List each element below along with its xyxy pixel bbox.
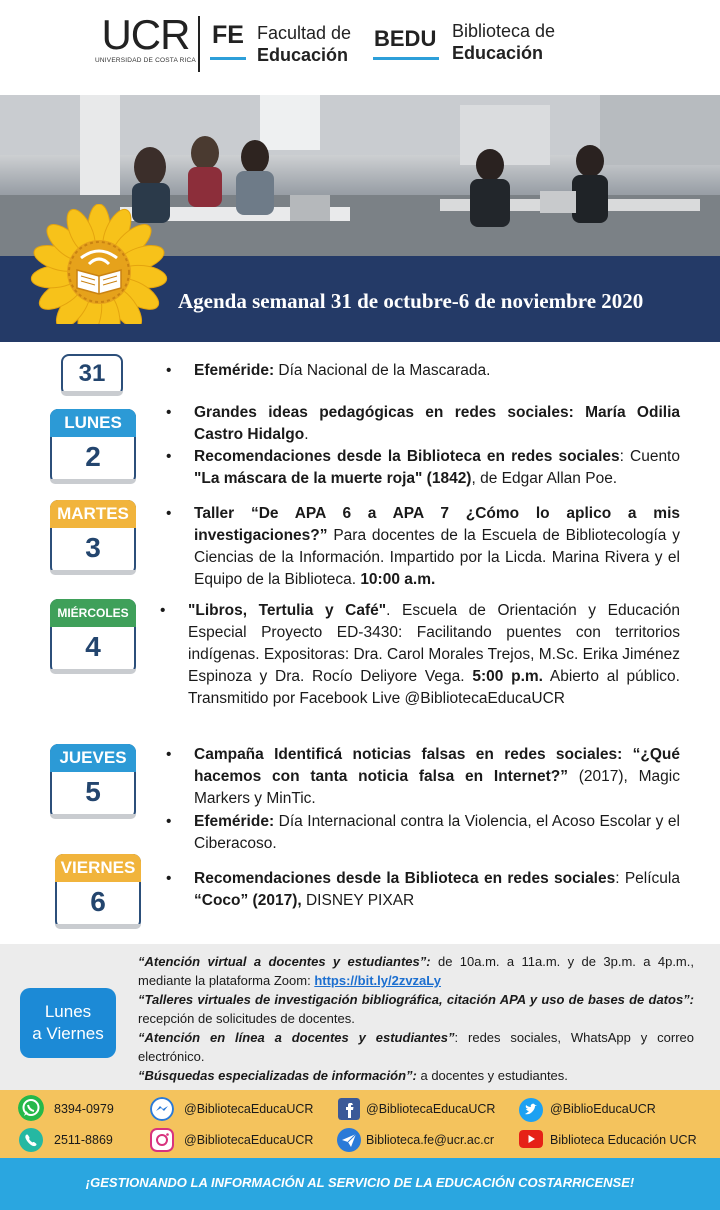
agenda-title: Agenda semanal 31 de octubre-6 de noviembre 2020 xyxy=(178,289,644,313)
youtube-icon xyxy=(519,1130,543,1148)
schedule-item-talleres xyxy=(138,990,694,1028)
biblioteca-name xyxy=(452,20,555,64)
whatsapp-number[interactable]: 8394-0979 xyxy=(54,1102,114,1116)
bedu-underline xyxy=(373,57,439,60)
facebook-icon xyxy=(338,1098,360,1120)
item-label: Efeméride: xyxy=(194,813,275,830)
ucr-logo-subtitle: UNIVERSIDAD DE COSTA RICA xyxy=(95,57,196,64)
calendar-day-number: 3 xyxy=(85,532,101,563)
item-label: Efeméride: xyxy=(194,362,275,379)
calendar-day-number: 4 xyxy=(85,631,101,662)
biblioteca-line1: Biblioteca de xyxy=(452,21,556,41)
item-text: Día Nacional de la Mascarada. xyxy=(274,362,491,379)
agenda-item-31-1 xyxy=(194,360,680,382)
calendar-bottom-edge xyxy=(55,924,141,929)
calendar-day-label: MARTES xyxy=(50,500,136,528)
item-label: Recomendaciones desde la Biblioteca en redes sociales xyxy=(194,448,620,465)
fe-logo-text: FE xyxy=(212,21,244,49)
schedule-label: “Atención virtual a docentes y estudiantes”: xyxy=(138,954,431,969)
schedule-label: “Búsquedas especializadas de información”: xyxy=(138,1068,417,1083)
phone-number[interactable]: 2511-8869 xyxy=(54,1133,113,1147)
agenda-item-6-1 xyxy=(194,868,680,912)
calendar-bottom-edge xyxy=(61,391,123,396)
schedule-item-online xyxy=(138,1028,694,1066)
item-title: “Coco” (2017), xyxy=(194,892,302,909)
facultad-line1: Facultad de xyxy=(257,23,352,43)
weekdays-badge xyxy=(20,988,116,1058)
calendar-day-label: MIÉRCOLES xyxy=(50,599,136,627)
fe-underline xyxy=(210,57,246,60)
calendar-day-label: LUNES xyxy=(50,409,136,437)
item-text: , de Edgar Allan Poe. xyxy=(471,470,618,487)
ucr-logo-text: UCR xyxy=(101,11,190,58)
messenger-icon xyxy=(150,1097,174,1121)
header xyxy=(0,0,720,88)
calendar-day-martes xyxy=(50,500,136,575)
schedule-detail: recepción de solicitudes de docentes. xyxy=(138,1011,355,1026)
calendar-day-miercoles xyxy=(50,599,136,674)
agenda-item-2-1 xyxy=(194,402,680,446)
schedule-label: “Atención en línea a docentes y estudiantes” xyxy=(138,1030,455,1045)
messenger-handle[interactable]: @BibliotecaEducaUCR xyxy=(184,1102,314,1116)
email-address[interactable]: Biblioteca.fe@ucr.ac.cr xyxy=(366,1133,495,1147)
item-text: (2017), Magic Markers y MinTic. xyxy=(194,768,680,807)
item-label: Recomendaciones desde la Biblioteca en redes sociales xyxy=(194,870,616,887)
zoom-link[interactable]: https://bit.ly/2zvzaLy xyxy=(314,973,441,988)
item-text: . Escuela de Orientación y Educación Especial Proyecto ED-3430: Facilitando puentes con territorios indígenas. Expositoras: Dra. Carol Morales Trejos, M.Sc. Erika Jiménez Espinoza y Dra. Rocío Deliyore Vega. xyxy=(188,602,680,685)
schedule-detail: a docentes y estudiantes. xyxy=(416,1068,568,1083)
item-text: Para docentes de la Escuela de Bibliotecología y Ciencias de la Información. Impartido por la Licda. Marina Rivera y el Equipo de la Biblioteca. xyxy=(194,527,680,588)
schedule-item-busquedas xyxy=(138,1066,694,1085)
calendar-bottom-edge xyxy=(50,814,136,819)
calendar-bottom-edge xyxy=(50,669,136,674)
calendar-day-number: 6 xyxy=(90,886,106,917)
item-label: Grandes ideas pedagógicas en redes sociales: María Odilia Castro Hidalgo xyxy=(194,404,680,443)
biblioteca-line2: Educación xyxy=(452,43,544,63)
facultad-name xyxy=(257,22,351,66)
calendar-bottom-edge xyxy=(50,570,136,575)
agenda-item-2-2 xyxy=(194,446,680,490)
item-text: . xyxy=(304,426,309,443)
header-divider xyxy=(198,16,200,72)
weekdays-badge-line2: a Viernes xyxy=(32,1024,104,1043)
email-icon xyxy=(336,1127,362,1153)
item-text: Abierto al público. Transmitido por Facebook Live @BibliotecaEducaUCR xyxy=(188,668,680,707)
instagram-handle[interactable]: @BibliotecaEducaUCR xyxy=(184,1133,314,1147)
item-label: Campaña Identificá noticias falsas en redes sociales: “¿Qué hacemos con tanta noticia falsa en Internet?” xyxy=(194,746,680,785)
calendar-bottom-edge xyxy=(50,479,136,484)
item-text: : Película xyxy=(615,870,680,887)
item-label: "Libros, Tertulia y Café" xyxy=(188,602,387,619)
schedule-detail: de 10a.m. a 11a.m. y de 3p.m. a 4p.m., mediante la plataforma Zoom: xyxy=(138,954,694,988)
calendar-day-number: 5 xyxy=(85,776,101,807)
twitter-handle[interactable]: @BiblioEducaUCR xyxy=(550,1102,656,1116)
schedule-detail: : redes sociales, WhatsApp y correo electrónico. xyxy=(138,1030,694,1064)
phone-icon xyxy=(18,1127,44,1153)
item-title: "La máscara de la muerte roja" (1842) xyxy=(194,470,472,487)
contact-bar xyxy=(0,1090,720,1158)
item-text: DISNEY PIXAR xyxy=(301,892,415,909)
schedule-label: “Talleres virtuales de investigación bibliográfica, citación APA y uso de bases de datos”: xyxy=(138,992,694,1007)
whatsapp-icon xyxy=(18,1095,44,1121)
calendar-day-label: JUEVES xyxy=(50,744,136,772)
item-text: : Cuento xyxy=(619,448,680,465)
twitter-icon xyxy=(518,1097,544,1123)
item-label: Taller “De APA 6 a APA 7 ¿Cómo lo aplico a mis investigaciones?” xyxy=(194,505,680,544)
agenda-item-5-2 xyxy=(194,811,680,855)
calendar-day-number: 31 xyxy=(78,360,106,387)
facultad-line2: Educación xyxy=(257,45,349,65)
schedule-item-virtual xyxy=(138,952,694,990)
bedu-logo-text: BEDU xyxy=(374,26,437,51)
calendar-day-31 xyxy=(61,354,123,396)
calendar-day-jueves xyxy=(50,744,136,819)
agenda-item-5-1 xyxy=(194,744,680,810)
calendar-day-number: 2 xyxy=(85,441,101,472)
footer-slogan: ¡GESTIONANDO LA INFORMACIÓN AL SERVICIO DE LA EDUCACIÓN COSTARRICENSE! xyxy=(85,1175,635,1190)
facebook-handle[interactable]: @BibliotecaEducaUCR xyxy=(366,1102,496,1116)
weekdays-badge-line1: Lunes xyxy=(44,1002,92,1021)
sunflower-book-icon xyxy=(24,204,174,324)
agenda-item-4-1 xyxy=(188,600,680,710)
calendar-day-viernes xyxy=(55,854,141,929)
calendar-day-label: VIERNES xyxy=(55,854,141,882)
item-time: 5:00 p.m. xyxy=(472,668,543,685)
calendar-day-lunes xyxy=(50,409,136,484)
item-time: 10:00 a.m. xyxy=(360,571,436,588)
youtube-channel[interactable]: Biblioteca Educación UCR xyxy=(550,1133,697,1147)
agenda-item-3-1 xyxy=(194,503,680,591)
item-text: Día Internacional contra la Violencia, el Acoso Escolar y el Ciberacoso. xyxy=(194,813,680,852)
schedule-text xyxy=(138,952,694,1085)
instagram-icon xyxy=(150,1128,174,1152)
ucr-logo xyxy=(95,11,196,64)
